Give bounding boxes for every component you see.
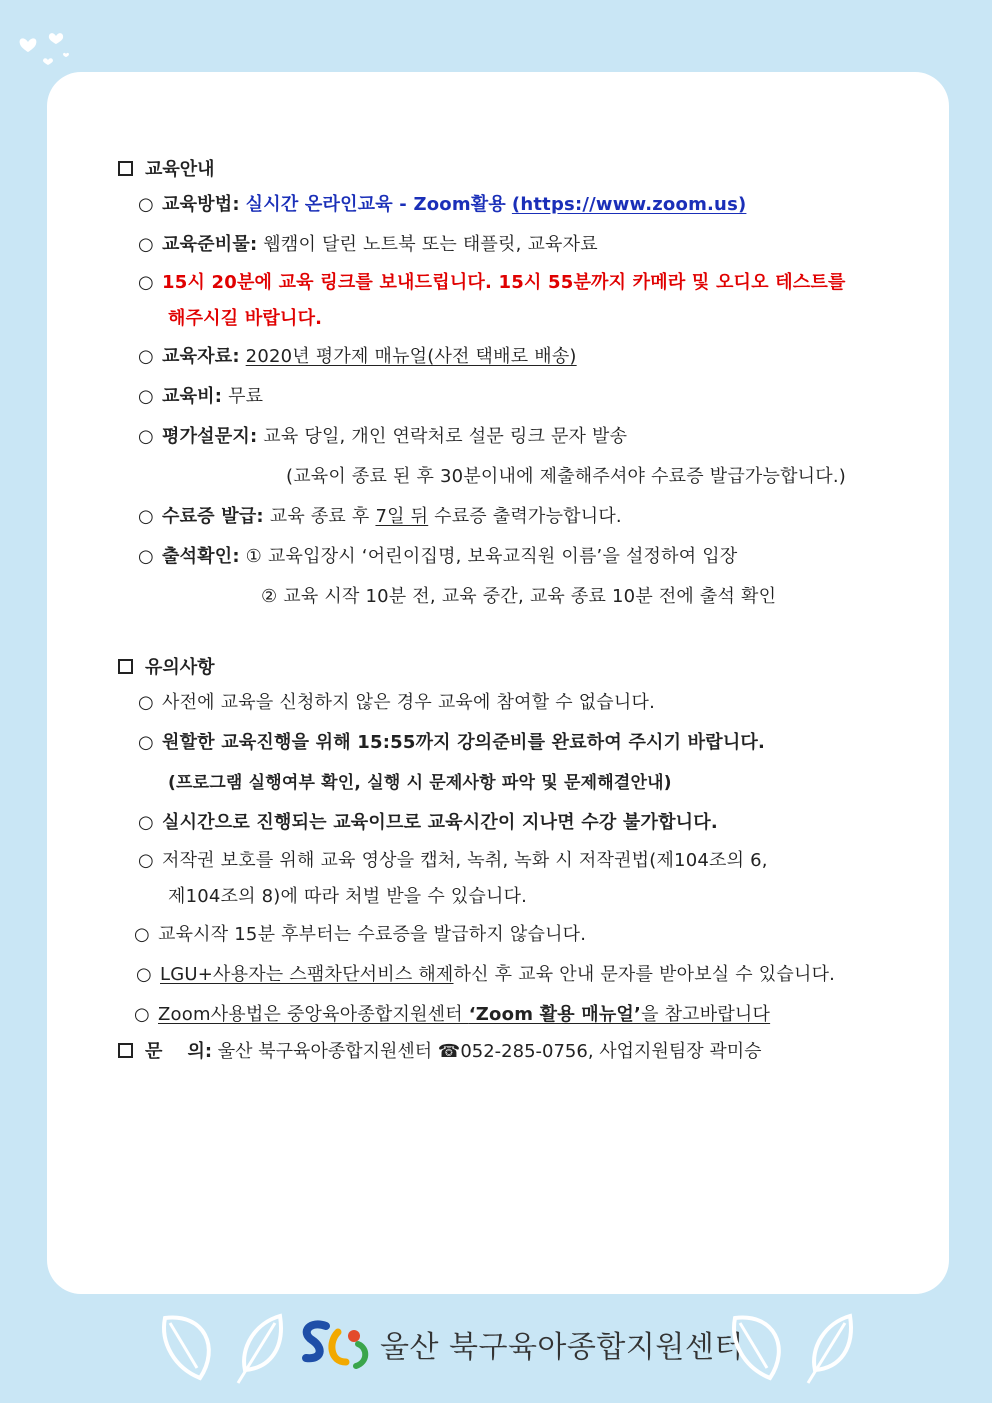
leaf-icon — [800, 1308, 860, 1388]
material-row: ○ 교육자료: 2020년 평가제 매뉴얼(사전 택배로 배송) — [138, 346, 577, 367]
attendance-row: ○ 출석확인: ① 교육입장시 ‘어린이집명, 보육교직원 이름’을 설정하여 입장 — [138, 546, 738, 567]
checkbox-icon — [118, 1043, 133, 1058]
method-row: ○ 교육방법: 실시간 온라인교육 - Zoom활용 (https://www.zoom.us) — [138, 194, 747, 215]
checkbox-icon — [118, 659, 133, 674]
precaution-4: ○ 저작권 보호를 위해 교육 영상을 캡처, 녹취, 녹화 시 저작권법(제104조의 6, — [138, 850, 768, 871]
leaf-icon — [230, 1308, 290, 1388]
precaution-2: ○ 원할한 교육진행을 위해 15:55까지 강의준비를 완료하여 주시기 바랍니다. — [138, 732, 766, 753]
center-name: 울산 북구육아종합지원센터 — [380, 1330, 744, 1365]
attendance-row-2: ② 교육 시작 10분 전, 교육 중간, 교육 종료 10분 전에 출석 확인 — [261, 586, 777, 607]
survey-row: ○ 평가설문지: 교육 당일, 개인 연락처로 설문 링크 문자 발송 — [138, 426, 628, 447]
section-education-info-title: 교육안내 — [118, 155, 888, 185]
zoom-link[interactable]: (https://www.zoom.us) — [511, 194, 747, 215]
checkbox-icon — [118, 161, 133, 176]
precaution-4-cont: 제104조의 8)에 따라 처벌 받을 수 있습니다. — [168, 886, 528, 907]
fee-row: ○ 교육비: 무료 — [138, 386, 264, 407]
precaution-1: ○ 사전에 교육을 신청하지 않은 경우 교육에 참여할 수 없습니다. — [138, 692, 655, 713]
precaution-2-sub: (프로그램 실행여부 확인, 실행 시 문제사항 파악 및 문제해결안내) — [168, 773, 672, 793]
main-content — [118, 155, 888, 1067]
leaf-icon — [155, 1308, 225, 1388]
notice-row: ○ 15시 20분에 교육 링크를 보내드립니다. 15시 55분까지 카메라 및 오디오 테스트를 — [138, 272, 846, 293]
section-precautions-title: 유의사항 — [118, 653, 888, 683]
precaution-7: ○ Zoom사용법은 중앙육아종합지원센터 ‘Zoom 활용 매뉴얼’을 참고바랍니다 — [134, 1004, 771, 1025]
hearts-decoration — [18, 22, 78, 72]
precaution-6: ○ LGU+사용자는 스팸차단서비스 해제하신 후 교육 안내 문자를 받아보실 수 있습니다. — [136, 964, 836, 985]
precaution-3: ○ 실시간으로 진행되는 교육이므로 교육시간이 지나면 수강 불가합니다. — [138, 812, 718, 833]
footer — [0, 1300, 992, 1403]
cert-row: ○ 수료증 발급: 교육 종료 후 7일 뒤 수료증 출력가능합니다. — [138, 506, 622, 527]
prep-row: ○ 교육준비물: 웹캠이 달린 노트북 또는 태플릿, 교육자료 — [138, 234, 598, 255]
contact-row: 문 의: 울산 북구육아종합지원센터 ☎052-285-0756, 사업지원팀장 곽미승 — [118, 1037, 888, 1067]
center-logo-icon — [298, 1314, 376, 1376]
survey-note: (교육이 종료 된 후 30분이내에 제출해주셔야 수료증 발급가능합니다.) — [286, 466, 846, 487]
precaution-5: ○ 교육시작 15분 후부터는 수료증을 발급하지 않습니다. — [134, 924, 587, 945]
notice-row-cont: 해주시길 바랍니다. — [168, 308, 323, 329]
leaf-icon — [725, 1308, 795, 1388]
